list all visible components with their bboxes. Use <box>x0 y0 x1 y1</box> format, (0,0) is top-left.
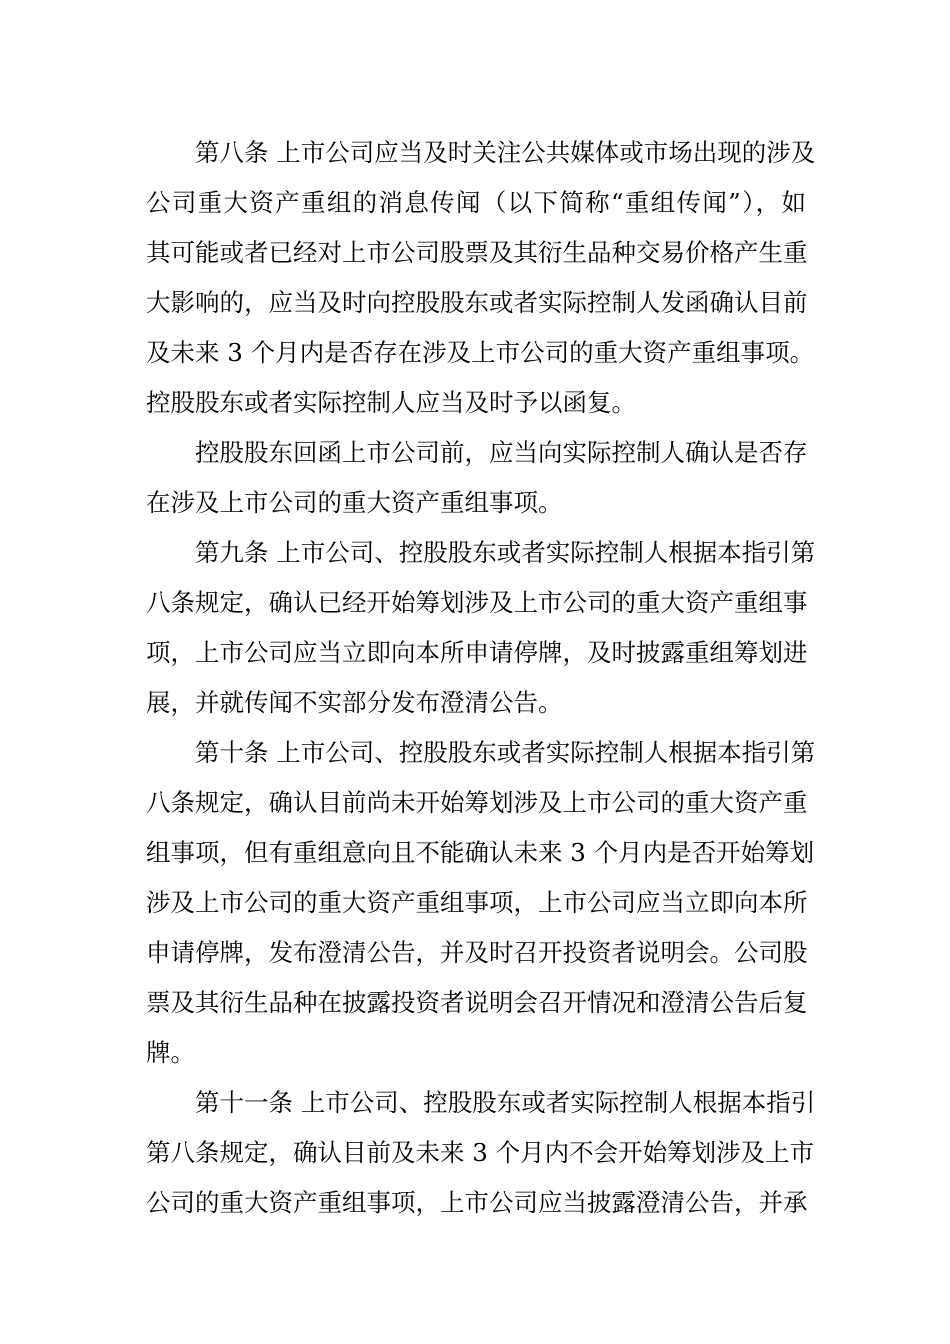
article-11-line-3: 公司的重大资产重组事项，上市公司应当披露澄清公告，并承 <box>146 1188 808 1217</box>
article-10-line-3: 组事项，但有重组意向且不能确认未来 3 个月内是否开始筹划 <box>146 838 815 867</box>
article-9-line-1: 第九条 上市公司、控股股东或者实际控制人根据本指引第 <box>195 538 816 567</box>
article-8-para2-line-1: 控股股东回函上市公司前，应当向实际控制人确认是否存 <box>195 438 808 467</box>
article-8-para2-line-2: 在涉及上市公司的重大资产重组事项。 <box>146 488 563 517</box>
article-10-line-6: 票及其衍生品种在披露投资者说明会召开情况和澄清公告后复 <box>146 988 808 1017</box>
article-8-line-6: 控股股东或者实际控制人应当及时予以函复。 <box>146 388 636 417</box>
article-10-line-5: 申请停牌，发布澄清公告，并及时召开投资者说明会。公司股 <box>146 938 808 967</box>
article-10-line-4: 涉及上市公司的重大资产重组事项，上市公司应当立即向本所 <box>146 888 808 917</box>
article-11-line-1: 第十一条 上市公司、控股股东或者实际控制人根据本指引 <box>195 1088 816 1117</box>
article-9-line-3: 项，上市公司应当立即向本所申请停牌，及时披露重组筹划进 <box>146 638 808 667</box>
article-8-line-5: 及未来 3 个月内是否存在涉及上市公司的重大资产重组事项。 <box>146 338 815 367</box>
article-11-line-2: 第八条规定，确认目前及未来 3 个月内不会开始筹划涉及上市 <box>146 1138 815 1167</box>
article-8-line-2: 公司重大资产重组的消息传闻（以下简称“重组传闻”），如 <box>146 188 806 217</box>
article-8-line-1: 第八条 上市公司应当及时关注公共媒体或市场出现的涉及 <box>195 138 816 167</box>
article-10-line-1: 第十条 上市公司、控股股东或者实际控制人根据本指引第 <box>195 738 816 767</box>
article-10-line-2: 八条规定，确认目前尚未开始筹划涉及上市公司的重大资产重 <box>146 788 808 817</box>
article-8-line-4: 大影响的，应当及时向控股股东或者实际控制人发函确认目前 <box>146 288 808 317</box>
article-10-line-7: 牌。 <box>146 1038 195 1067</box>
article-8-line-3: 其可能或者已经对上市公司股票及其衍生品种交易价格产生重 <box>146 238 808 267</box>
article-9-line-4: 展，并就传闻不实部分发布澄清公告。 <box>146 688 563 717</box>
article-9-line-2: 八条规定，确认已经开始筹划涉及上市公司的重大资产重组事 <box>146 588 808 617</box>
